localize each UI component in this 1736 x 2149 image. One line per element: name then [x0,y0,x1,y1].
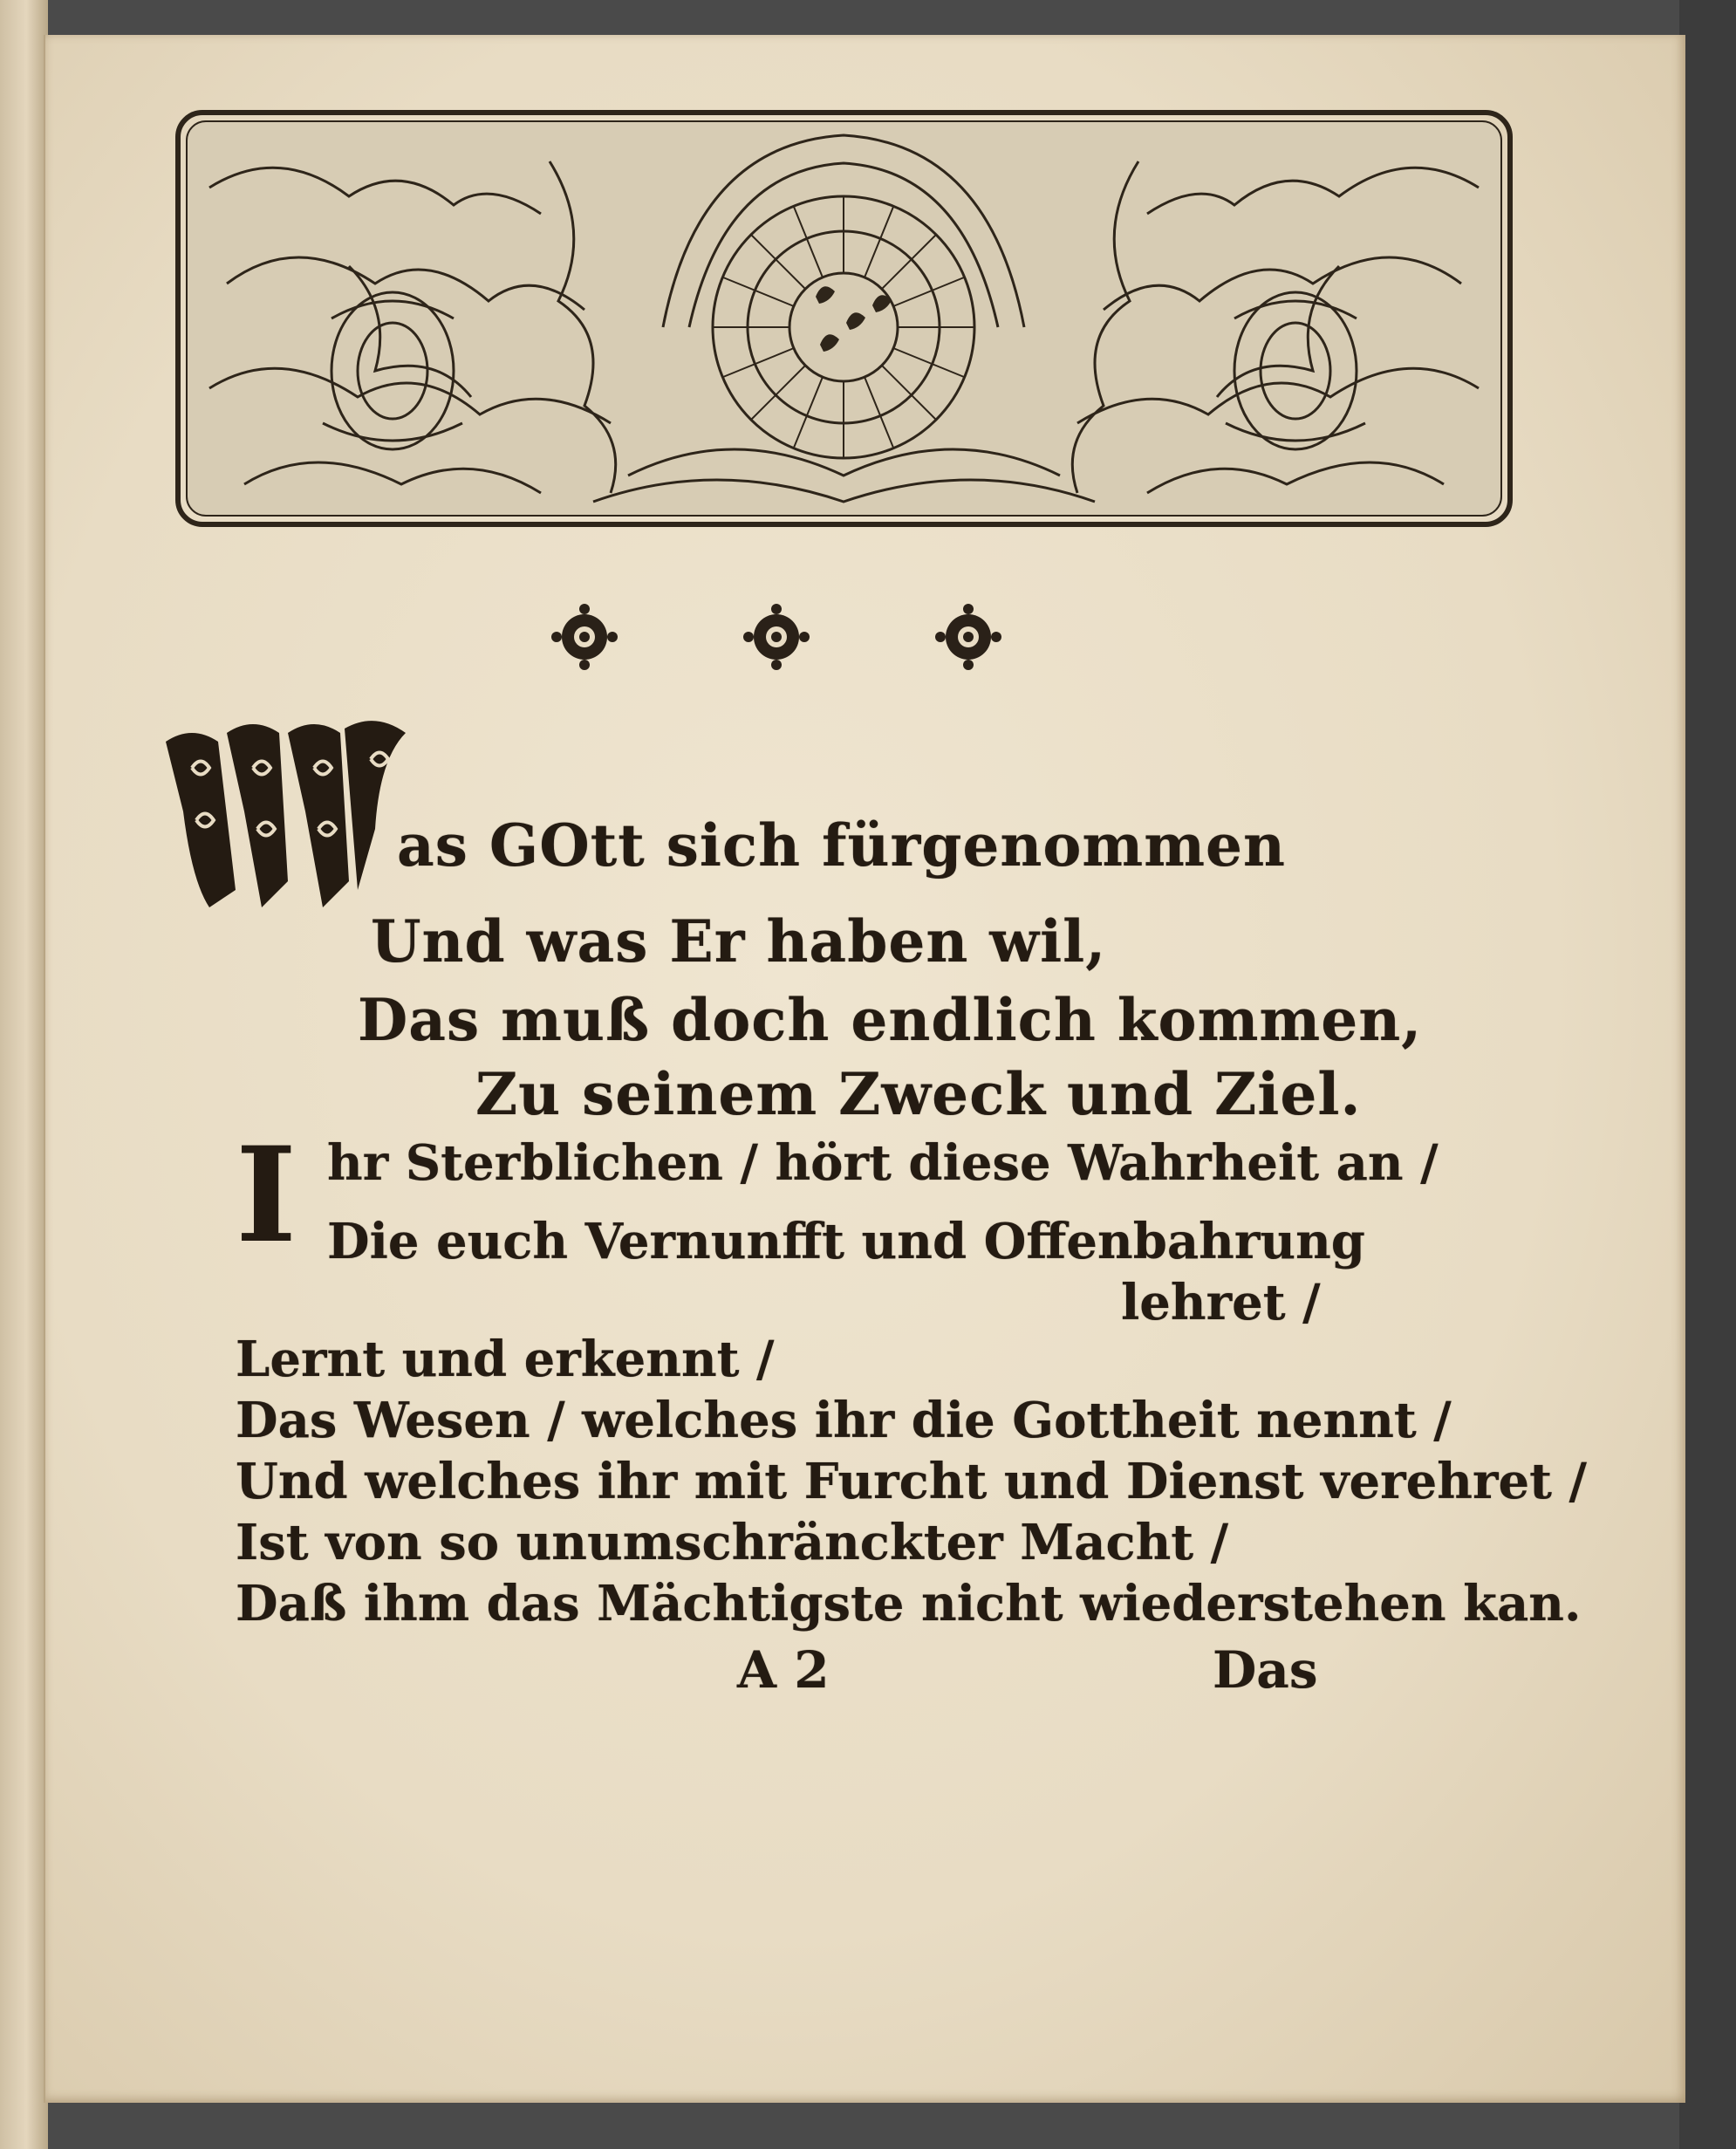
verse-line-8: Daß ihm das Mächtigste nicht wiederstehen kan. [236,1575,1582,1632]
verse-line-5: Das Wesen / welches ihr die Gottheit nennt / [236,1392,1452,1449]
rosette-dividers [550,602,1003,672]
verse-line-1: hr Sterblichen / hört diese Wahrheit an / [327,1134,1439,1192]
stanza-line-2: Und was Er haben wil, [371,907,1107,975]
verse-line-3: lehret / [1121,1274,1321,1331]
initial-letter: W [157,707,159,708]
signature-mark: A 2 [737,1640,830,1700]
verse-line-6: Und welches ihr mit Furcht und Dienst verehret / [236,1453,1587,1510]
stanza-line-1: as GOtt sich fürgenommen [397,811,1287,879]
catchword: Das [1213,1640,1318,1700]
verse-line-7: Ist von so unumschränckter Macht / [236,1514,1229,1571]
body-initial-i: I [236,1119,297,1272]
verse-line-4: Lernt und erkennt / [236,1331,775,1388]
stanza-line-3: Das muß doch endlich kommen, [358,986,1423,1054]
headpiece-ornament [174,109,1514,528]
stanza-line-4: Zu seinem Zweck und Ziel. [475,1060,1362,1128]
scan-background [1679,0,1736,2149]
decorated-initial-w [157,707,410,925]
verse-line-2: Die euch Vernunfft und Offenbahrung [327,1213,1365,1270]
facing-page-edge [0,0,48,2149]
